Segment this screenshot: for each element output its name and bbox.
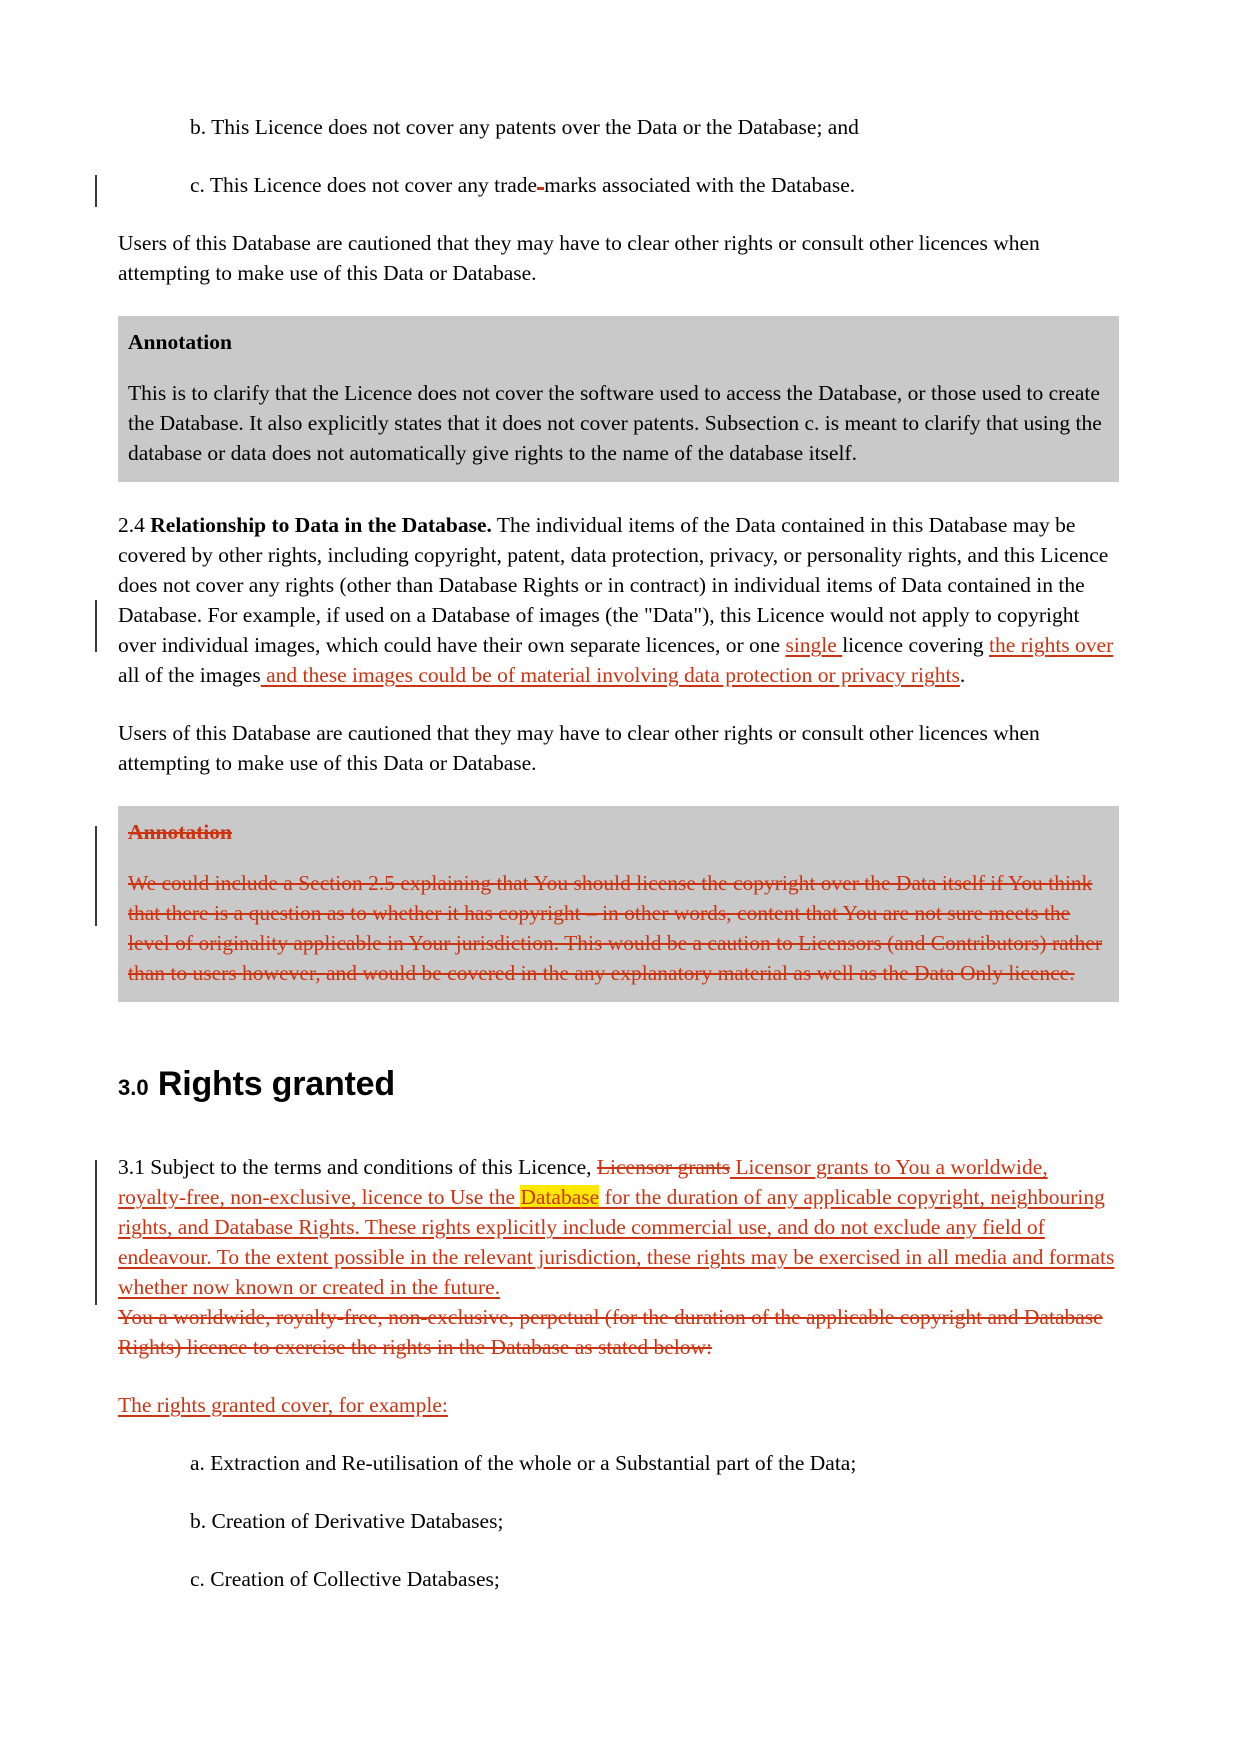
annotation-2-title: Annotation <box>128 820 232 844</box>
section-2-4-text-1: The individual items of the Data contained in this Database may be covered by other rights, including copyright, patent, data protection, privacy, or personality rights, and this Licence does not cover any rights (other than Database Rights or in contract) in individual items of Data contained in the Database. For example, if used on a Database of images (the "Data"), this Licence would not apply to copyright over individual images, which could have their own separate licences, or one <box>118 513 1109 657</box>
change-bar-annotation-2 <box>95 826 97 926</box>
section-2-4-text-2: licence covering <box>842 633 990 657</box>
section-2-4-heading: Relationship to Data in the Database. <box>150 513 492 537</box>
spacer <box>118 1002 1119 1064</box>
insertion-data-protection-privacy: and these images could be of material involving data protection or privacy rights <box>260 663 960 687</box>
list-item-b <box>190 112 1119 142</box>
highlight-database: Database <box>520 1185 600 1209</box>
section-2-4-number: 2.4 <box>118 513 145 537</box>
spacer <box>118 482 1119 510</box>
spacer <box>118 1362 1119 1390</box>
list-item-b-bottom-text: Creation of Derivative Databases; <box>211 1509 504 1533</box>
list-item-c-bottom-text: Creation of Collective Databases; <box>210 1567 500 1591</box>
change-bar-item-c <box>95 175 97 207</box>
list-item-a-text: Extraction and Re-utilisation of the whole or a Substantial part of the Data; <box>210 1451 857 1475</box>
list-item-b-bottom <box>190 1506 1119 1536</box>
spacer <box>118 142 1119 170</box>
spacer <box>118 690 1119 718</box>
insertion-licensor-grants-block: Licensor grants to You a worldwide, royalty-free, non-exclusive, licence to Use the <box>118 1155 1048 1209</box>
section-3-number: 3.0 <box>118 1075 149 1100</box>
insertion-rights-granted-cover: The rights granted cover, for example: <box>118 1393 448 1417</box>
spacer <box>118 778 1119 806</box>
change-bar-section-2-4 <box>95 600 97 652</box>
spacer <box>118 288 1119 316</box>
section-3-title: Rights granted <box>157 1065 395 1103</box>
list-item-c-bottom-label: c. <box>190 1567 205 1591</box>
list-item-c-bottom <box>190 1564 1119 1594</box>
list-item-c <box>190 170 1119 200</box>
list-item-b-text: This Licence does not cover any patents over the Data or the Database; and <box>211 115 859 139</box>
section-3-1-text-before: Subject to the terms and conditions of this Licence, <box>144 1155 597 1179</box>
insertion-single: single <box>785 633 843 657</box>
spacer <box>118 1478 1119 1506</box>
insertion-duration-block: for the duration of any applicable copyright, neighbouring rights, and Database Rights. These rights explicitly include commercial use, and do not exclude any field of endeavour. To the extent possible in the relevant jurisdiction, these rights may be exercised in all media and formats whether now known or created in the future. <box>118 1185 1115 1299</box>
deletion-perpetual-block: You a worldwide, royalty-free, non-exclusive, perpetual (for the duration of the applicable copyright and Database Rights) licence to exercise the rights in the Database as stated below: <box>118 1305 1103 1359</box>
annotation-1-body: This is to clarify that the Licence does not cover the software used to access the Database, or those used to create the Database. It also explicitly states that it does not cover patents. Subsection c. is meant to clarify that using the database or data does not automatically give rights to the name of the database itself. <box>128 381 1102 465</box>
section-3-1-number: 3.1 <box>118 1155 145 1179</box>
inserted-space-mark <box>537 185 544 190</box>
deletion-licensor-grants: Licensor grants <box>596 1155 731 1179</box>
section-3-1-deleted-paragraph <box>118 1302 1119 1362</box>
list-item-b-label: b. <box>190 115 207 139</box>
change-bar-section-3-1 <box>95 1160 97 1305</box>
page-title-section-3 <box>118 1064 1119 1108</box>
section-3-1-inserted-lead <box>118 1390 1119 1420</box>
list-item-c-label: c. <box>190 173 205 197</box>
section-2-4-text-3: all of the images <box>118 663 261 687</box>
caution-paragraph-1: Users of this Database are cautioned that they may have to clear other rights or consult other licences when attempting to make use of this Data or Database. <box>118 231 1040 285</box>
annotation-1-title: Annotation <box>128 330 232 354</box>
spacer <box>118 1536 1119 1564</box>
annotation-box-1 <box>118 316 1119 482</box>
annotation-2-body: We could include a Section 2.5 explaining that You should license the copyright over the Data itself if You think that there is a question as to whether it has copyright – in other words, content that You are not sure meets the level of originality applicable in Your jurisdiction. This would be a caution to Licensors (and Contributors) rather than to users however, and would be covered in the any explanatory material as well as the Data Only licence. <box>128 871 1103 985</box>
caution-paragraph-2: Users of this Database are cautioned that they may have to clear other rights or consult other licences when attempting to make use of this Data or Database. <box>118 721 1040 775</box>
spacer <box>118 200 1119 228</box>
section-3-1-paragraph <box>118 1152 1119 1302</box>
spacer <box>118 1420 1119 1448</box>
list-item-b-bottom-label: b. <box>190 1509 207 1533</box>
list-item-c-text-after: marks associated with the Database. <box>544 173 856 197</box>
section-2-4-paragraph <box>118 510 1119 690</box>
annotation-box-2 <box>118 806 1119 1002</box>
insertion-the-rights-over: the rights over <box>989 633 1114 657</box>
section-2-4-text-4: . <box>959 663 966 687</box>
list-item-a-label: a. <box>190 1451 205 1475</box>
list-item-c-text-before: This Licence does not cover any trade <box>209 173 538 197</box>
spacer <box>118 1108 1119 1152</box>
list-item-a-bottom <box>190 1448 1119 1478</box>
